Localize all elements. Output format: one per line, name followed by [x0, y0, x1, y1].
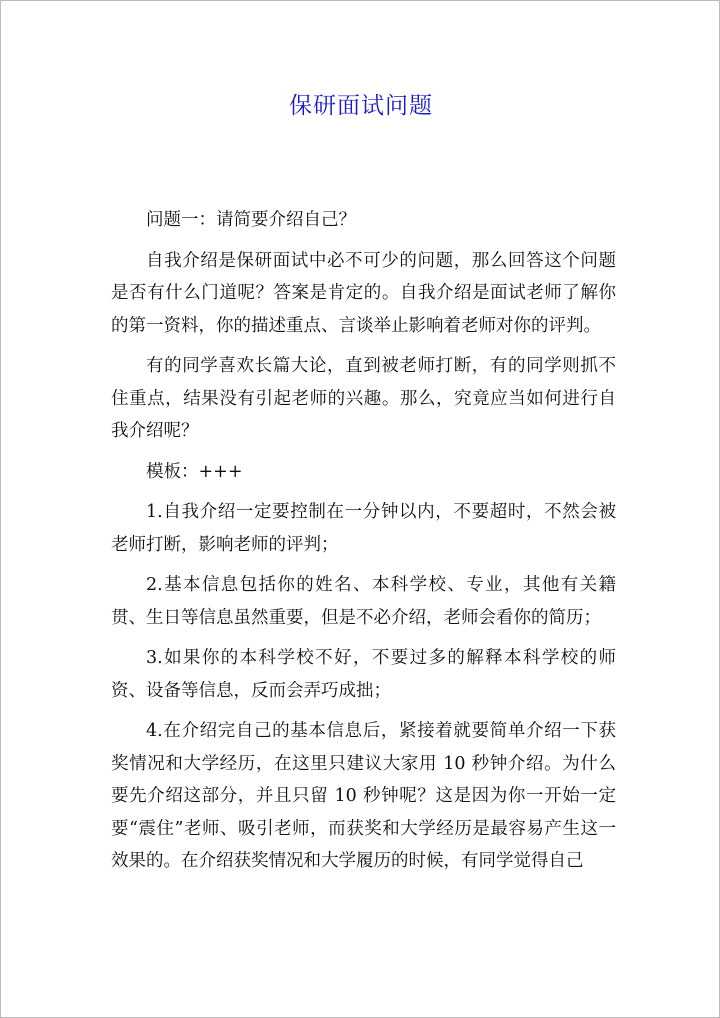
paragraph-intro-importance: 自我介绍是保研面试中必不可少的问题，那么回答这个问题是否有什么门道呢？答案是肯定的。自我介绍是面试老师了解你的第一资料，你的描述重点、言谈举止影响着老师对你的评判。 [111, 250, 616, 336]
paragraph-tip-3: 3.如果你的本科学校不好，不要过多的解释本科学校的师资、设备等信息，反而会弄巧成拙； [111, 648, 616, 701]
paragraph-common-mistakes: 有的同学喜欢长篇大论，直到被老师打断，有的同学则抓不住重点，结果没有引起老师的兴趣。那么，究竟应当如何进行自我介绍呢？ [111, 356, 616, 441]
paragraph-template-label: 模板：+++ [146, 461, 243, 482]
paragraph-question-one: 问题一：请简要介绍自己？ [146, 210, 356, 230]
paragraph-tip-4: 4.在介绍完自己的基本信息后，紧接着就要简单介绍一下获奖情况和大学经历，在这里只建议大家用 10 秒钟介绍。为什么要先介绍这部分，并且只留 10 秒钟呢？这是因为你一开始一定要“震住”老师、吸引老师，而获奖和大学经历是最容易产生这一效果的。在介绍获奖情况和大学履历的时候，有同学觉得自己 [111, 721, 616, 871]
document-body [111, 204, 616, 886]
document-title: 保研面试问题 [289, 93, 433, 119]
paragraph-tip-1: 1.自我介绍一定要控制在一分钟以内，不要超时，不然会被老师打断，影响老师的评判； [111, 502, 616, 555]
paragraph-tip-2: 2.基本信息包括你的姓名、本科学校、专业，其他有关籍贯、生日等信息虽然重要，但是不必介绍，老师会看你的简历； [111, 575, 616, 628]
